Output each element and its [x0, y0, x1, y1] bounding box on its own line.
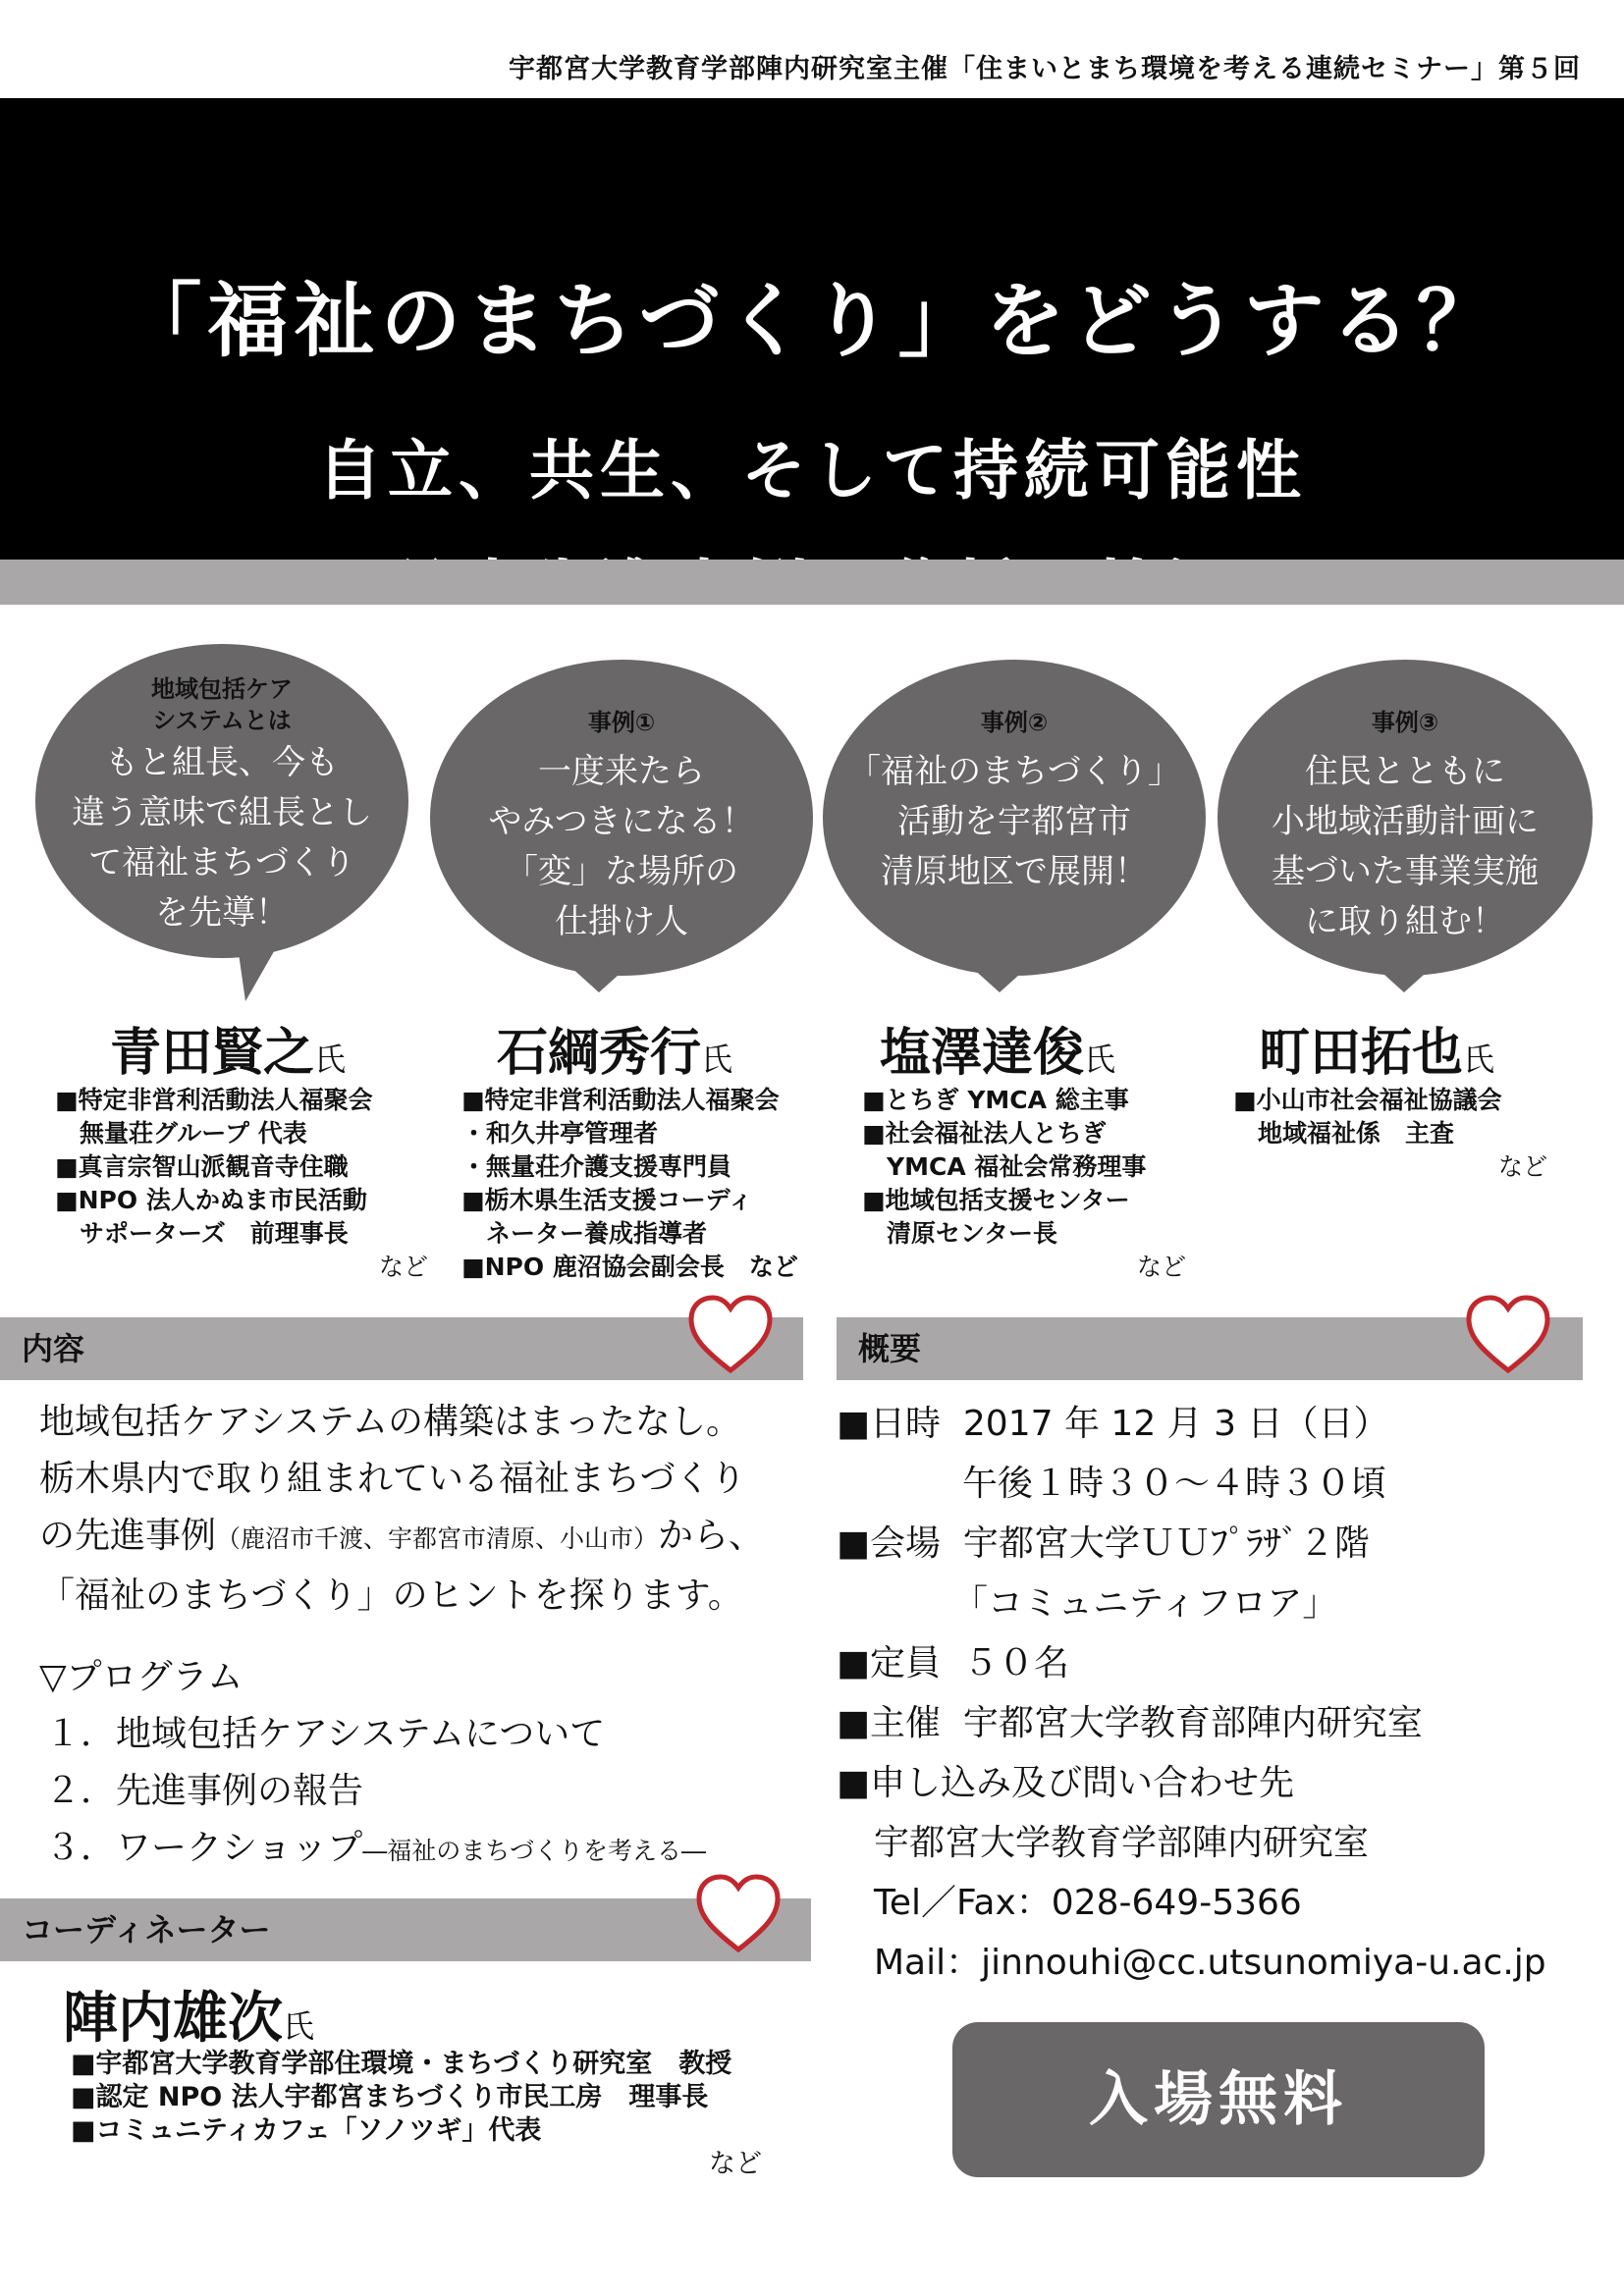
title-banner [0, 98, 1624, 560]
contact-tel: Tel／Fax：028-649-5366 [874, 1883, 1302, 1923]
etc-note: など [378, 1253, 428, 1281]
role-line: 清原センター長 [862, 1219, 1058, 1248]
bubble-message [1218, 747, 1593, 947]
speaker-name: 町田拓也 [1259, 1023, 1464, 1083]
content-text: から、 [658, 1516, 765, 1556]
bubble-tag: 事例③ [1371, 709, 1439, 736]
bubble-line: に取り組む！ [1305, 902, 1505, 941]
etc-note: など [709, 2149, 762, 2179]
speaker-name-4 [1259, 1011, 1494, 1085]
bubble-tail [1365, 957, 1443, 992]
honorific: 氏 [314, 1041, 347, 1078]
venue-room: 「コミュニティフロア」 [952, 1583, 1338, 1624]
role-line: ■社会福祉法人とちぎ [862, 1119, 1107, 1148]
program-text: ２．先進事例の報告 [45, 1771, 364, 1811]
role-line: ■特定非営利活動法人福聚会 [55, 1086, 373, 1114]
role-line: サポーターズ 前理事長 [55, 1219, 349, 1248]
speech-bubble-2 [430, 660, 813, 976]
bubble-line: 仕掛け人 [555, 902, 688, 941]
role-line: ■小山市社会福祉協議会 [1233, 1086, 1502, 1114]
program-heading: ▽プログラム [39, 1657, 244, 1697]
contact-mail[interactable]: Mail：jinnouhi@cc.utsunomiya-u.ac.jp [874, 1943, 1546, 1983]
host: 宇都宮大学教育部陣内研究室 [962, 1703, 1423, 1743]
etc-note: など [1497, 1152, 1547, 1181]
bubble-line: 住民とともに [1305, 752, 1505, 791]
honorific: 氏 [701, 1041, 733, 1078]
capacity: ５０名 [962, 1643, 1069, 1683]
role-line: 地域福祉係 主査 [1233, 1119, 1455, 1148]
venue: 宇都宮大学ＵＵﾌﾟﾗｻﾞ２階 [962, 1523, 1370, 1564]
contact-label: ■申し込み及び問い合わせ先 [837, 1763, 1295, 1803]
role-line: YMCA 福祉会常務理事 [862, 1152, 1147, 1181]
role-line: 無量荘グループ 代表 [55, 1119, 307, 1148]
bubble-tag-line: システムとは [152, 707, 292, 734]
page-title: 「福祉のまちづくり」をどうする？ [121, 274, 1503, 368]
role-line: ネーター養成指導者 [461, 1219, 708, 1248]
etc-note: など [1136, 1253, 1186, 1281]
content-line: 地域包括ケアシステムの構築はまったなし。 [39, 1402, 741, 1442]
speaker-name: 塩澤達俊 [880, 1023, 1085, 1083]
bubble-line: 小地域活動計画に [1272, 802, 1539, 841]
program-text: ３．ワークショップ [45, 1828, 363, 1868]
label: ■定員 [837, 1643, 942, 1683]
bubble-tag: 事例② [980, 709, 1049, 736]
coordinator-heading: コーディネーター [0, 1898, 811, 1961]
content-line: 栃木県内で取り組まれている福祉まちづくり [39, 1459, 746, 1499]
program-text: １．地域包括ケアシステムについて [45, 1714, 606, 1754]
bubble-line: 活動を宇都宮市 [897, 802, 1131, 841]
role-line: ■認定 NPO 法人宇都宮まちづくり市民工房 理事長 [71, 2082, 709, 2112]
heart-icon [693, 1873, 784, 1955]
event-time: 午後１時３０～４時３０頃 [962, 1464, 1387, 1504]
bubble-message [35, 738, 408, 938]
overview-heading: 概要 [837, 1317, 1583, 1380]
speaker-roles-2 [461, 1084, 844, 1284]
event-date: 2017 年 12 月 3 日（日） [962, 1404, 1389, 1444]
role-line: ■NPO 法人かぬま市民活動 [55, 1186, 367, 1214]
speaker-name-3 [880, 1011, 1115, 1085]
bubble-line: 「福祉のまちづくり」 [847, 752, 1181, 791]
overview-capacity [837, 1633, 1546, 1693]
role-line: ・無量荘介護支援専門員 [461, 1152, 732, 1181]
overview-venue [837, 1514, 1546, 1574]
bubble-message [430, 747, 813, 947]
bubble-line: 一度来たら [538, 752, 705, 791]
bubble-line: て福祉まちづくり [88, 843, 355, 882]
bubble-message [823, 747, 1206, 897]
program [39, 1649, 706, 1880]
contact-org: 宇都宮大学教育学部陣内研究室 [874, 1823, 1370, 1863]
bubble-line: 清原地区で展開！ [881, 852, 1148, 891]
speaker-name: 青田賢之 [110, 1023, 315, 1083]
role-line: ■コミュニティカフェ「ソノツギ」代表 [71, 2115, 542, 2146]
overview-host [837, 1693, 1546, 1753]
program-item [39, 1763, 706, 1820]
bubble-line: を先導！ [155, 893, 289, 933]
speech-bubble-1 [35, 644, 408, 958]
bubble-line: 基づいた事業実施 [1272, 852, 1539, 891]
bubble-tail [560, 957, 638, 992]
divider-bar [0, 560, 1624, 605]
role-line: ■特定非営利活動法人福聚会 [461, 1086, 780, 1114]
bubble-line: 「変」な場所の [505, 852, 738, 891]
label: ■日時 [837, 1404, 942, 1444]
honorific: 氏 [1084, 1041, 1116, 1078]
label: ■会場 [837, 1523, 942, 1564]
coordinator-roles [71, 2048, 762, 2181]
bubble-tag [35, 673, 408, 736]
speaker-name-2 [497, 1011, 732, 1085]
heart-icon [685, 1294, 776, 1376]
bubble-tail [960, 957, 1039, 992]
content-body [39, 1394, 764, 1625]
speaker-name: 石綱秀行 [497, 1023, 702, 1083]
bubble-tag: 事例① [587, 709, 656, 736]
heart-icon [1463, 1294, 1553, 1376]
speaker-name-1 [110, 1011, 346, 1085]
coordinator-name [63, 1975, 314, 2054]
role-line: ■栃木県生活支援コーディ [461, 1186, 753, 1214]
bubble-line: もと組長、今も [105, 743, 339, 782]
content-line [39, 1508, 764, 1568]
speech-bubble-4 [1218, 660, 1593, 976]
program-subtitle: ―福祉のまちづくりを考える― [362, 1837, 707, 1865]
speaker-roles-1 [55, 1084, 428, 1284]
content-line: 「福祉のまちづくり」のヒントを探ります。 [39, 1575, 743, 1616]
overview-body [837, 1394, 1546, 1993]
program-item [39, 1706, 706, 1763]
content-text: の先進事例 [39, 1516, 217, 1556]
role-line: ■宇都宮大学教育学部住環境・まちづくり研究室 教授 [71, 2049, 732, 2079]
speaker-roles-3 [862, 1084, 1186, 1284]
honorific: 氏 [1463, 1041, 1495, 1078]
role-line: ■とちぎ YMCA 総主事 [862, 1086, 1129, 1114]
series-line: 宇都宮大学教育学部陣内研究室主催「住まいとまち環境を考える連続セミナー」第５回 [509, 54, 1581, 84]
bubble-tag-line: 地域包括ケア [151, 675, 293, 703]
admission-badge: 入場無料 [952, 2022, 1485, 2177]
content-heading: 内容 [0, 1317, 803, 1380]
program-item [39, 1820, 706, 1880]
bubble-line: やみつきになる！ [488, 802, 755, 841]
honorific: 氏 [283, 2007, 315, 2045]
bubble-line: 違う意味で組長とし [72, 793, 372, 832]
speech-bubble-3 [823, 660, 1206, 976]
role-line: ■NPO 鹿沼協会副会長 など [461, 1253, 798, 1281]
label: ■主催 [837, 1703, 942, 1743]
role-line: ■真言宗智山派観音寺住職 [55, 1152, 349, 1181]
content-areas: （鹿沼市千渡、宇都宮市清原、小山市） [216, 1524, 659, 1553]
role-line: ■地域包括支援センター [862, 1186, 1130, 1214]
speaker-roles-4 [1233, 1084, 1547, 1184]
page-subtitle: 自立、共生、そして持続可能性 [317, 432, 1307, 508]
role-line: ・和久井亭管理者 [461, 1119, 659, 1148]
coordinator-name-text: 陣内雄次 [63, 1986, 283, 2051]
bubble-tail [236, 933, 285, 1001]
overview-datetime [837, 1394, 1546, 1454]
